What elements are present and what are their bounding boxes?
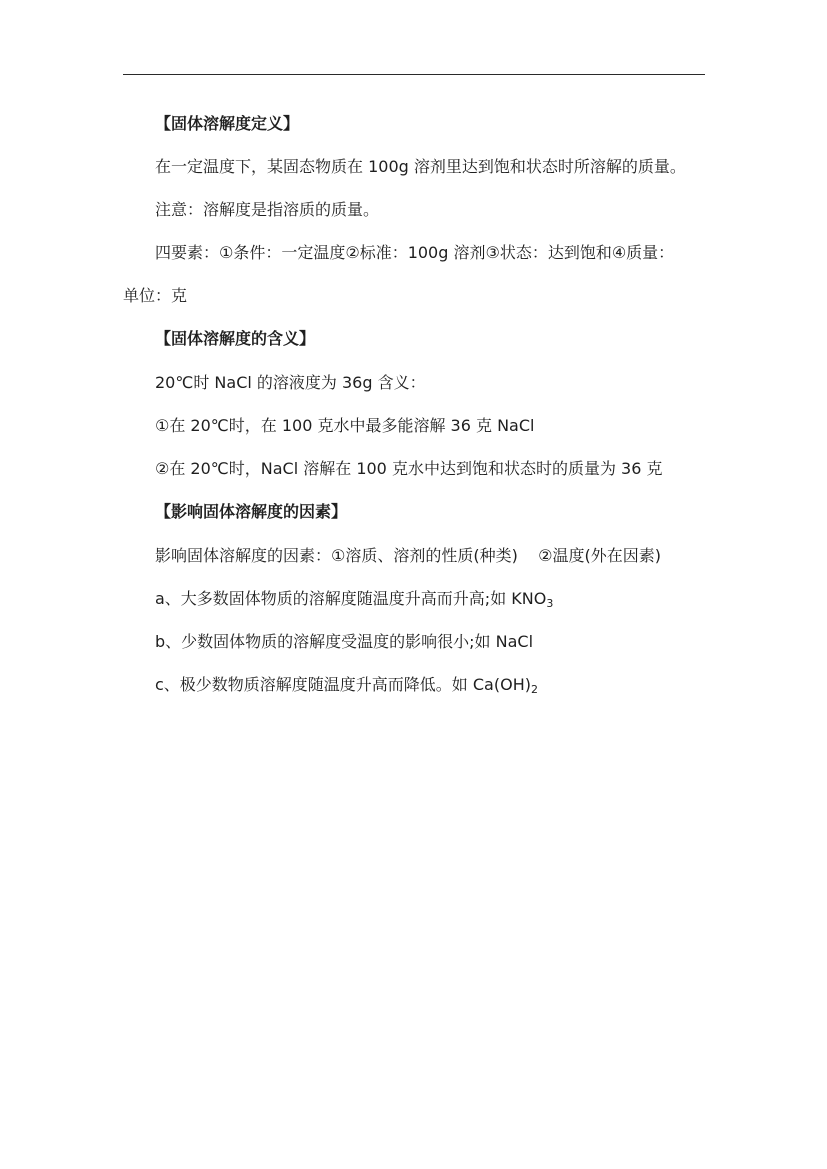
section-heading-influencing-factors: 【影响固体溶解度的因素】 — [155, 502, 348, 521]
caoh2-subscript: 2 — [530, 683, 538, 696]
meaning-point-2: ②在 20℃时，NaCl 溶解在 100 克水中达到饱和状态时的质量为 36 克 — [155, 459, 663, 478]
factor-item-a-text: a、大多数固体物质的溶解度随温度升高而升高;如 KNO — [155, 589, 547, 608]
meaning-intro-text: 20℃时 NaCl 的溶液度为 36g 含义： — [155, 373, 426, 392]
section-heading-solubility-meaning: 【固体溶解度的含义】 — [155, 329, 316, 348]
section-heading-solubility-definition: 【固体溶解度定义】 — [155, 114, 300, 133]
four-elements-text: 四要素：①条件：一定温度②标准：100g 溶剂③状态：达到饱和④质量： — [155, 243, 675, 262]
meaning-point-1: ①在 20℃时，在 100 克水中最多能溶解 36 克 NaCl — [155, 416, 535, 435]
note-text: 注意：溶解度是指溶质的质量。 — [155, 200, 380, 219]
header-rule — [123, 74, 705, 75]
factor-item-a — [155, 588, 553, 610]
kno3-subscript: 3 — [546, 597, 554, 610]
factor-item-b: b、少数固体物质的溶解度受温度的影响很小;如 NaCl — [155, 632, 534, 651]
factor-item-c — [155, 674, 538, 696]
factor-item-c-text: c、极少数物质溶解度随温度升高而降低。如 Ca(OH) — [155, 675, 531, 694]
definition-text: 在一定温度下，某固态物质在 100g 溶剂里达到饱和状态时所溶解的质量。 — [155, 157, 686, 176]
unit-text: 单位：克 — [123, 286, 188, 305]
factors-text: 影响固体溶解度的因素：①溶质、溶剂的性质(种类) ②温度(外在因素) — [155, 546, 662, 565]
